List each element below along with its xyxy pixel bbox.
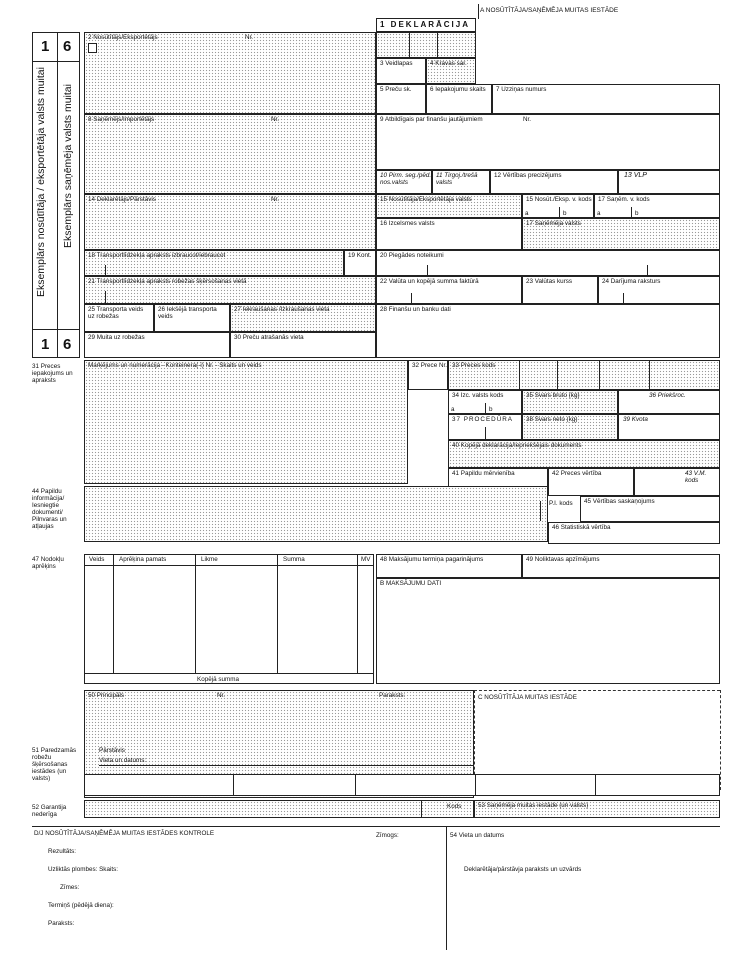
field-53[interactable] xyxy=(474,800,720,818)
col-type: Veids xyxy=(89,556,105,563)
field-4[interactable] xyxy=(426,58,476,84)
field-42[interactable] xyxy=(548,468,634,496)
copy-a-label: A NOSŪTĪTĀJA/SAŅĒMĒJA MUITAS IESTĀDE xyxy=(480,7,619,14)
field-16-label: 16 Izcelsmes valsts xyxy=(380,220,435,227)
nr-label: Nr. xyxy=(245,34,254,41)
a-label: a xyxy=(525,210,529,217)
field-34-label: 34 Izc. valsts kods xyxy=(452,392,504,399)
field-12[interactable] xyxy=(490,170,618,194)
field-36[interactable] xyxy=(618,390,720,414)
seals-label: Uzliktās plombes: Skaits: xyxy=(48,866,118,873)
field-5-label: 5 Preču sk. xyxy=(380,86,412,93)
field-24-label: 24 Darījuma raksturs xyxy=(602,278,661,285)
field-6[interactable] xyxy=(426,84,492,114)
field-51-offices[interactable] xyxy=(84,774,720,796)
signature-label: Paraksts: xyxy=(379,692,406,699)
field-25[interactable] xyxy=(84,304,154,332)
total-label: Kopējā summa xyxy=(197,676,239,683)
field-20[interactable] xyxy=(376,250,720,276)
field-15[interactable] xyxy=(376,194,522,218)
field-16[interactable] xyxy=(376,218,522,250)
field-5[interactable] xyxy=(376,84,426,114)
field-b-payment[interactable] xyxy=(376,578,720,684)
deadline-label: Termiņš (pēdējā diena): xyxy=(48,902,114,909)
field-17a-label: 17 Saņēm. v. kods xyxy=(598,196,650,203)
field-10-label: 10 Pirm. seg./pēd. nos.valsts xyxy=(380,172,432,186)
declarant-signature-label: Deklarētāja/pārstāvja paraksts un uzvārds xyxy=(464,866,582,873)
field-18-transport[interactable] xyxy=(84,250,344,276)
field-31-sublabel: Marķējums un numerācija - Konteinera(-i) Nr. - Skaits un veids xyxy=(88,362,262,369)
field-12-label: 12 Vērtības precizējums xyxy=(494,172,562,179)
field-8-label: 8 Saņēmējs/Importētājs xyxy=(88,116,155,123)
declaration-title: 1 DEKLARĀCIJA xyxy=(380,20,471,29)
b-label: b xyxy=(563,210,567,217)
field-47-tax-table[interactable] xyxy=(84,554,374,684)
signature-label: Paraksts: xyxy=(48,920,75,927)
a-label: a xyxy=(451,406,455,413)
place-date-label: Vieta un datums: xyxy=(99,757,147,764)
field-19-label: 19 Kont. xyxy=(348,252,372,259)
field-29[interactable] xyxy=(84,332,230,358)
field-40-label: 40 Kopējā deklarācija/Iepriekšējais dokuments xyxy=(452,442,582,449)
a-label: a xyxy=(597,210,601,217)
field-33-label: 33 Preces kods xyxy=(452,362,496,369)
field-4-label: 4 Kravas sar. xyxy=(430,60,467,67)
field-50-label: 50 Principāls xyxy=(88,692,125,699)
field-33[interactable] xyxy=(448,360,720,390)
field-10[interactable] xyxy=(376,170,432,194)
field-53-label: 53 Saņēmēja muitas iestāde (un valsts) xyxy=(478,802,589,809)
field-28[interactable] xyxy=(376,304,720,358)
divider xyxy=(478,4,479,19)
field-23[interactable] xyxy=(522,276,598,304)
col-rate: Likme xyxy=(201,556,218,563)
side-text-outer: Eksemplārs nosūtītāja / eksportētāja valsts muitai xyxy=(35,67,47,297)
field-17[interactable] xyxy=(522,218,720,250)
field-31-description[interactable] xyxy=(84,360,408,484)
dashed-divider xyxy=(474,690,720,691)
field-36-label: 36 Priekšroc. xyxy=(649,392,686,399)
field-7-label: 7 Uzziņas numurs xyxy=(496,86,547,93)
checkbox[interactable] xyxy=(88,43,97,53)
field-26-label: 26 Iekšējā transporta veids xyxy=(158,306,217,320)
copy-number-bottom-left: 1 xyxy=(41,336,50,353)
pi-code-label: P.I. kods xyxy=(549,500,573,507)
field-13[interactable] xyxy=(618,170,720,194)
field-25-label: 25 Transporta veids uz robežas xyxy=(88,306,144,320)
field-35[interactable] xyxy=(522,390,618,414)
nr-label: Nr. xyxy=(271,196,280,203)
field-51-label: 51 Paredzamās robežu šķērsošanas iestādes (un valsts) xyxy=(32,747,77,782)
field-29-label: 29 Muita uz robežas xyxy=(88,334,145,341)
field-38[interactable] xyxy=(522,414,618,440)
field-34[interactable] xyxy=(448,390,522,414)
field-14-label: 14 Deklarētājs/Pārstāvis xyxy=(88,196,156,203)
col-mv: MV xyxy=(361,556,371,563)
field-32[interactable] xyxy=(408,360,448,390)
field-45-label: 45 Vērtības saskaņojums xyxy=(584,498,655,505)
field-27[interactable] xyxy=(230,304,376,332)
field-21-label: 21 Transportlīdzekļa apraksts robežas šķērsošanas vietā xyxy=(88,278,247,285)
field-11-label: 11 Tirgoj./trešā valsts xyxy=(436,172,478,186)
result-label: Rezultāts: xyxy=(48,848,76,855)
field-37[interactable] xyxy=(448,414,522,440)
field-15a-label: 15 Nosūt./Eksp. v. kods xyxy=(526,196,592,203)
stamp-label: Zīmogs: xyxy=(376,832,399,839)
nr-label: Nr. xyxy=(217,692,226,699)
field-27-label: 27 Iekraušanas /Izkraušanas vieta xyxy=(234,306,330,313)
field-6-label: 6 Iepakojumu skaits xyxy=(430,86,486,93)
field-49[interactable] xyxy=(522,554,720,578)
field-17-label: 17 Saņēmēja valsts xyxy=(526,220,581,227)
side-text-inner: Eksemplārs saņēmēja valsts muitai xyxy=(62,84,74,248)
field-2-label: 2 Nosūtītājs/Eksportētājs xyxy=(88,34,158,41)
field-22-label: 22 Valūta un kopējā summa faktūrā xyxy=(380,278,479,285)
field-c-label: C NOSŪTĪTĀJA MUITAS IESTĀDE xyxy=(478,694,577,701)
field-35-label: 35 Svars bruto (kg) xyxy=(526,392,580,399)
field-2-consignor[interactable] xyxy=(84,32,376,114)
field-49-label: 49 Noliktavas apzīmējums xyxy=(526,556,600,563)
b-label: b xyxy=(489,406,493,413)
field-21-transport-border[interactable] xyxy=(84,276,376,304)
col-base: Aprēķina pamats xyxy=(119,556,167,563)
field-30-label: 30 Preču atrašanās vieta xyxy=(234,334,304,341)
field-41-label: 41 Papildu mērvienība xyxy=(452,470,515,477)
field-43-label: 43 V.M. kods xyxy=(685,470,707,484)
field-23-label: 23 Valūtas kurss xyxy=(526,278,573,285)
field-39-label: 39 Kvota xyxy=(623,416,648,423)
field-19-container[interactable] xyxy=(344,250,376,276)
field-b-label: B MAKSĀJUMU DATI xyxy=(380,580,442,587)
field-26[interactable] xyxy=(154,304,230,332)
field-46[interactable] xyxy=(548,522,720,544)
field-44-label: 44 Papildu informācija/ Iesniegtie dokumenti/ Pilnvaras un atļaujas xyxy=(32,488,67,530)
field-44-info[interactable] xyxy=(84,486,548,542)
field-14-declarant[interactable] xyxy=(84,194,376,250)
field-7[interactable] xyxy=(492,84,720,114)
field-47-label: 47 Nodokļu aprēķins xyxy=(32,556,64,570)
field-28-label: 28 Finanšu un banku dati xyxy=(380,306,451,313)
field-38-label: 38 Svars neto (kg) xyxy=(526,416,578,423)
field-40[interactable] xyxy=(448,440,720,468)
field-48[interactable] xyxy=(376,554,522,578)
field-9-label: 9 Atbildīgais par finanšu jautājumiem xyxy=(380,116,483,123)
copy-number-top-right: 6 xyxy=(63,38,72,55)
field-3[interactable] xyxy=(376,58,426,84)
field-20-label: 20 Piegādes noteikumi xyxy=(380,252,444,259)
field-17a[interactable] xyxy=(594,194,720,218)
field-42-label: 42 Preces vērtība xyxy=(552,470,602,477)
col-sum: Summa xyxy=(283,556,305,563)
divider xyxy=(446,826,447,950)
field-11[interactable] xyxy=(432,170,490,194)
dashed-divider xyxy=(720,690,721,790)
field-9[interactable] xyxy=(376,114,720,170)
field-22[interactable] xyxy=(376,276,522,304)
field-43[interactable] xyxy=(634,468,720,496)
declaration-header xyxy=(376,18,476,32)
field-31-label: 31 Preces iepakojums un apraksts xyxy=(32,363,73,384)
b-label: b xyxy=(635,210,639,217)
field-13-label: 13 VLP xyxy=(624,172,647,179)
divider xyxy=(32,826,720,827)
field-30[interactable] xyxy=(230,332,376,358)
declaration-boxes[interactable] xyxy=(376,32,476,58)
nr-label: Nr. xyxy=(523,116,532,123)
representative-label: Pārstāvis xyxy=(99,747,125,754)
field-32-label: 32 Prece Nr. xyxy=(412,362,447,369)
field-54-label: 54 Vieta un datums xyxy=(450,832,505,839)
copy-number-top-left: 1 xyxy=(41,38,50,55)
field-24[interactable] xyxy=(598,276,720,304)
field-3-label: 3 Veidlapas xyxy=(380,60,413,67)
field-15-label: 15 Nosūtītāja/Eksportētāja valsts xyxy=(380,196,472,203)
field-52-label: 52 Garantija nederīga xyxy=(32,804,67,818)
field-8-consignee[interactable] xyxy=(84,114,376,194)
field-37-label: 37 PROCEDŪRA xyxy=(452,416,513,423)
field-18-label: 18 Transportlīdzekļa apraksts izbraucot/iebraucot xyxy=(88,252,226,259)
field-d-label: D/J NOSŪTĪTĀJA/SAŅĒMĒJA MUITAS IESTĀDES KONTROLE xyxy=(34,830,215,837)
field-46-label: 46 Statistiskā vērtība xyxy=(552,524,611,531)
seal-marks-label: Zīmes: xyxy=(60,884,80,891)
field-39[interactable] xyxy=(618,414,720,440)
copy-number-bottom-right: 6 xyxy=(63,336,72,353)
code-label: Kods xyxy=(447,803,462,810)
field-52-guarantee[interactable] xyxy=(84,800,474,818)
field-48-label: 48 Maksājumu termiņa pagarinājums xyxy=(380,556,484,563)
field-45[interactable] xyxy=(580,496,720,522)
field-15a[interactable] xyxy=(522,194,594,218)
nr-label: Nr. xyxy=(271,116,280,123)
